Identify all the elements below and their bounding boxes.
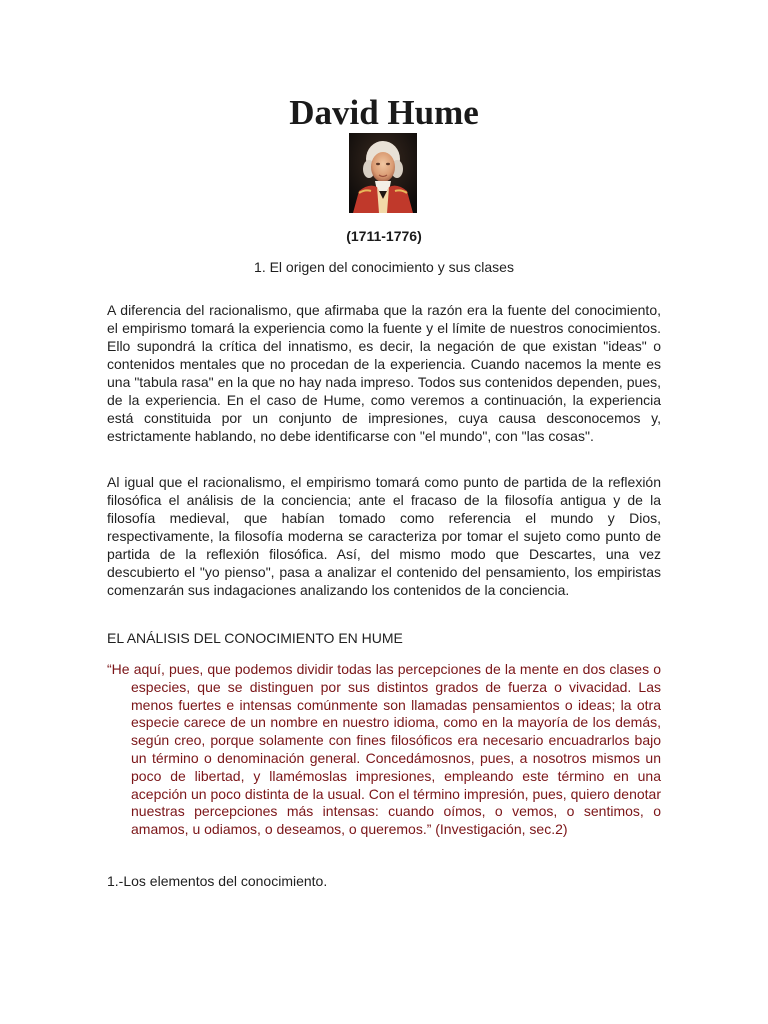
paragraph-2: Al igual que el racionalismo, el empirismo tomará como punto de partida de la reflexión filosófica el análisis de la conciencia; ante el fracaso de la filosofía antigua y de la filosofía medieval, que habían tomado como referencia el mundo y Dios, respectivamente, la filosofía moderna se caracteriza por tomar el sujeto como punto de partida de la reflexión filosófica. Así, del mismo modo que Descartes, una vez descubierto el "yo pienso", pasa a analizar el contenido del pensamiento, los empiristas comenzarán sus indagaciones analizando los contenidos de la conciencia. xyxy=(107,474,661,598)
document-title: David Hume xyxy=(289,93,479,132)
paragraph-1: A diferencia del racionalismo, que afirmaba que la razón era la fuente del conocimiento, el empirismo tomará la experiencia como la fuente y el límite de nuestros conocimientos. Ello supondrá la crítica del innatismo, es decir, la negación de que existan "ideas" o contenidos mentales que no procedan de la experiencia. Cuando nacemos la mente es una "tabula rasa" en la que no hay nada impreso. Todos sus contenidos dependen, pues, de la experiencia. En el caso de Hume, como veremos a continuación, la experiencia está constituida por un conjunto de impresiones, cuya causa desconocemos y, estrictamente hablando, no debe identificarse con "el mundo", con "las cosas". xyxy=(107,302,661,444)
analysis-heading: EL ANÁLISIS DEL CONOCIMIENTO EN HUME xyxy=(107,630,403,646)
hume-quote: “He aquí, pues, que podemos dividir todas las percepciones de la mente en dos clases o especies, que se distinguen por sus distintos grados de fuerza o vivacidad. Las menos fuertes e intensas comúnmente son llamadas pensamientos o ideas; la otra especie carece de un nombre en nuestro idioma, como en la mayoría de los demás, según creo, porque solamente con fines filosóficos era necesario encuadrarlos bajo un término o denominación general. Concedámosnos, pues, a nosotros mismos un poco de libertad, y llamémoslas impresiones, empleando este término en una acepción un poco distinta de la usual. Con el término impresión, pues, quiero denotar nuestras percepciones más intensas: cuando oímos, o vemos, o sentimos, o amamos, u odiamos, o deseamos, o queremos.” (Investigación, sec.2) xyxy=(107,661,661,838)
portrait-image xyxy=(349,133,417,213)
life-dates: (1711-1776) xyxy=(346,228,422,244)
section-subtitle: 1. El origen del conocimiento y sus clases xyxy=(254,259,514,275)
section-heading: 1.-Los elementos del conocimiento. xyxy=(107,873,328,889)
